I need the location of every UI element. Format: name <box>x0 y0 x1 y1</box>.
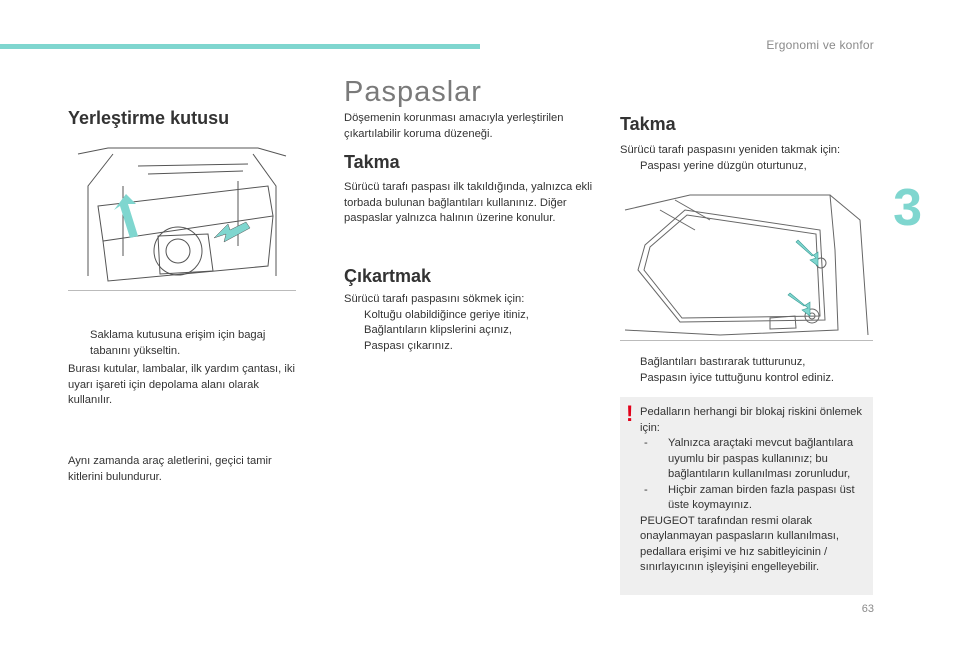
storage-step <box>70 328 300 359</box>
list-item-text: Paspası yerine düzgün oturtunuz, <box>640 159 807 172</box>
list-item <box>620 355 875 371</box>
list-item-text: Bağlantıları bastırarak tutturunuz, <box>640 356 806 368</box>
fit-title: Takma <box>344 152 400 172</box>
refit-title: Takma <box>620 114 676 134</box>
top-accent-bar <box>0 44 480 49</box>
refit-intro: Sürücü tarafı paspasını yeniden takmak için: <box>620 144 841 156</box>
warning-icon: ! <box>626 401 634 426</box>
list-item <box>644 483 865 514</box>
list-item <box>620 159 875 175</box>
trunk-illustration <box>68 146 296 291</box>
page-number: 63 <box>861 603 874 615</box>
list-item <box>344 323 596 339</box>
warning-body <box>640 405 865 576</box>
warning-lead: Pedalların herhangi bir blokaj riskini önlemek için: <box>640 406 863 434</box>
list-item-text: Yalnızca araçtaki mevcut bağlantılara uyumlu bir paspas kullanınız; bu bağlantıların kullanılması zorunludur, <box>668 437 854 480</box>
list-item-text: Paspasın iyice tuttuğunu kontrol ediniz. <box>640 371 835 384</box>
dash-glyph: - <box>644 483 648 496</box>
mats-title: Paspaslar <box>344 76 482 108</box>
mats-intro: Döşemenin korunması amacıyla yerleştirilen çıkartılabilir koruma düzeneği. <box>344 112 564 140</box>
dash-glyph: - <box>644 437 648 449</box>
refit-top <box>620 143 875 174</box>
storage-title: Yerleştirme kutusu <box>68 108 230 128</box>
warning-tail: PEUGEOT tarafından resmi olarak onaylanmayan paspasların kullanılması, pedallara erişimi ve hız sabitleyicinin / sınırlayıcının işleyişini engelleyebilir. <box>640 514 839 573</box>
floor-mat-illustration <box>620 190 873 341</box>
remove-list <box>344 292 596 354</box>
list-item-text: Hiçbir zaman birden fazla paspası üst üste koymayınız. <box>668 483 855 511</box>
list-item <box>620 371 875 387</box>
remove-title: Çıkartmak <box>344 266 432 286</box>
fit-text: Sürücü tarafı paspası ilk takıldığında, yalnızca ekli torbada bulunan bağlantıları kullanınız. Diğer paspaslar yalnızca halının üzerine konulur. <box>344 181 593 224</box>
warning-box <box>620 397 873 595</box>
section-header: Ergonomi ve konfor <box>766 38 874 52</box>
storage-para2: Aynı zamanda araç aletlerini, geçici tamir kitlerini bulundurur. <box>68 455 272 483</box>
list-item <box>344 339 596 355</box>
list-item-text: Paspası çıkarınız. <box>364 339 453 352</box>
list-item <box>344 308 596 324</box>
list-item <box>644 436 865 483</box>
chapter-number: 3 <box>893 179 922 237</box>
list-item-text: Bağlantıların klipslerini açınız, <box>364 324 512 336</box>
storage-step-text: Saklama kutusuna erişim için bagaj tabanını yükseltin. <box>90 329 266 357</box>
refit-bottom <box>620 355 875 386</box>
storage-para1: Burası kutular, lambalar, ilk yardım çantası, iki uyarı işareti için depolama alanı olarak kullanılır. <box>68 363 295 406</box>
list-item-text: Koltuğu olabildiğince geriye itiniz, <box>364 308 529 321</box>
remove-intro: Sürücü tarafı paspasını sökmek için: <box>344 293 525 305</box>
